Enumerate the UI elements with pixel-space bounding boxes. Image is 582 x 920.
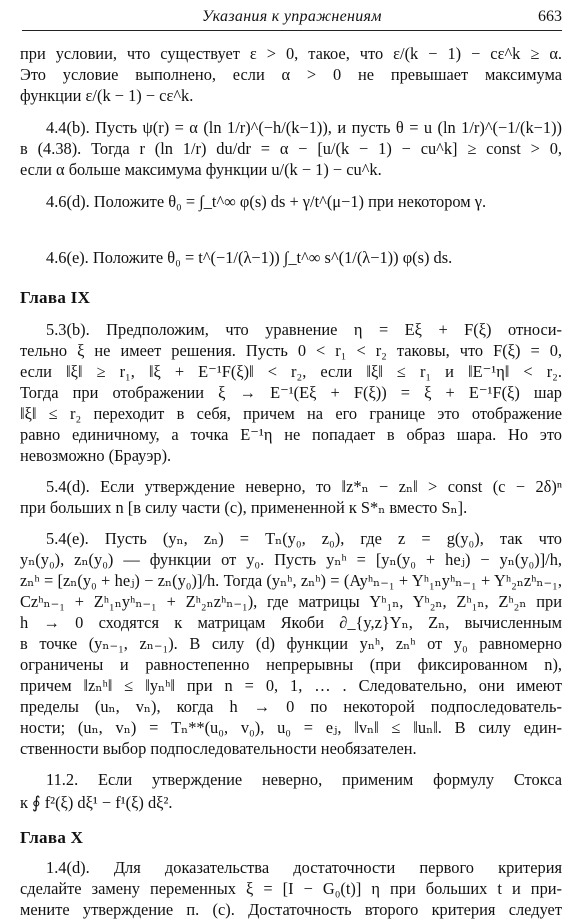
exercise-4-6d: 4.6(d). Положите θ₀ = ∫_t^∞ φ(s) ds + γ/t^(μ−1) при некотором γ.: [46, 192, 487, 211]
text-line: в (4.38). Тогда r (ln 1/r) du/dr = α − [u/(k − 1) − cu^k] ≥ const > 0,: [20, 139, 562, 158]
text-line: Czʰₙ₋₁ + Zʰ₁ₙyʰₙ₋₁ + Zʰ₂ₙzʰₙ₋₁), где матрицы Yʰ₁ₙ, Yʰ₂ₙ, Zʰ₁ₙ, Zʰ₂ₙ при: [20, 592, 562, 611]
text-line: пределы (uₙ, vₙ), когда h → 0 по некоторой подпоследователь-: [20, 697, 562, 716]
exercise-5-4e: 5.4(e). Пусть (yₙ, zₙ) = Tₙ(y₀, z₀), где z = g(y₀), так что: [46, 529, 562, 548]
text-line: функции ε/(k − 1) − cε^k.: [20, 86, 194, 105]
text-line: ‖ξ‖ ≤ r₂ переходит в себя, причем на его границе это отображение: [20, 404, 562, 423]
text-line: при больших n [в силу части (c), примененной к S*ₙ вместо Sₙ].: [20, 498, 468, 517]
text-line: ственности выбор подпоследовательности необязателен.: [20, 739, 417, 758]
text-line: Это условие выполнено, если α > 0 не превышает максимума: [20, 65, 562, 84]
exercise-4-6e: 4.6(e). Положите θ₀ = t^(−1/(λ−1)) ∫_t^∞ s^(1/(λ−1)) φ(s) ds.: [46, 248, 453, 267]
text-line: Тогда при отображении ξ → E⁻¹(Eξ + F(ξ)) = ξ + E⁻¹F(ξ) шар: [20, 383, 562, 402]
text-line: yₙ(y₀), zₙ(y₀) — функции от y₀. Пусть yₙʰ = [yₙ(y₀ + heⱼ) − yₙ(y₀)]/h,: [20, 550, 562, 569]
text-line: к ∮ f²(ξ) dξ¹ − f¹(ξ) dξ².: [20, 793, 173, 812]
text-line: сделайте замену переменных ξ = [I − G₀(t)] η при больших t и при-: [20, 879, 562, 898]
text-line: ности; (uₙ, vₙ) = Tₙ**(u₀, v₀), u₀ = eⱼ, ‖vₙ‖ ≤ ‖uₙ‖. В силу един-: [20, 718, 562, 737]
page-number: 663: [538, 8, 562, 25]
header-rule: [22, 30, 562, 31]
running-header: [22, 6, 562, 30]
text-line: невозможно (Брауэр).: [20, 446, 172, 465]
text-line: причем ‖zₙʰ‖ ≤ ‖yₙʰ‖ при n = 0, 1, … . Следовательно, они имеют: [20, 676, 562, 695]
exercise-5-3b: 5.3(b). Предположим, что уравнение η = Eξ + F(ξ) относи-: [46, 320, 562, 339]
chapter-heading-ix: Глава IX: [20, 288, 91, 307]
text-line: в точке (yₙ₋₁, zₙ₋₁). В силу (d) функции yₙʰ, zₙʰ от y₀ равномерно: [20, 634, 562, 653]
exercise-11-2: 11.2. Если утверждение неверно, применим формулу Стокса: [46, 770, 562, 789]
text-line: при условии, что существует ε > 0, такое, что ε/(k − 1) − cε^k ≥ α.: [20, 44, 562, 63]
text-line: если α больше максимума функции u/(k − 1) − cu^k.: [20, 160, 382, 179]
exercise-4-4b: 4.4(b). Пусть ψ(r) = α (ln 1/r)^(−h/(k−1)), и пусть θ = u (ln 1/r)^(−1/(k−1)): [46, 118, 562, 137]
text-line: h → 0 сходятся к матрицам Якоби ∂_{y,z}Yₙ, Zₙ, вычисленным: [20, 613, 562, 632]
running-title: Указания к упражнениям: [202, 8, 382, 25]
exercise-5-4d: 5.4(d). Если утверждение неверно, то ‖z*ₙ − zₙ‖ > const (c − 2δ)ⁿ: [46, 477, 562, 496]
text-line: равно единичному, а точка E⁻¹η не попадает в образ шара. Но это: [20, 425, 562, 444]
text-line: тельно ξ не имеет решения. Пусть 0 < r₁ < r₂ таковы, что F(ξ) = 0,: [20, 341, 562, 360]
chapter-heading-x: Глава X: [20, 828, 84, 847]
text-line: если ‖ξ‖ ≥ r₁, ‖ξ + E⁻¹F(ξ)‖ < r₂, если ‖ξ‖ ≤ r₁ и ‖E⁻¹η‖ < r₂.: [20, 362, 562, 381]
text-line: zₙʰ = [zₙ(y₀ + heⱼ) − zₙ(y₀)]/h. Тогда (yₙʰ, zₙʰ) = (Ayʰₙ₋₁ + Yʰ₁ₙyʰₙ₋₁ + Yʰ₂ₙzʰₙ₋₁,: [20, 571, 562, 590]
text-line: мените утверждение п. (c). Достаточность второго критерия следует: [20, 900, 562, 919]
text-line: ограничены и равностепенно непрерывны (при фиксированном n),: [20, 655, 562, 674]
exercise-1-4d: 1.4(d). Для доказательства достаточности первого критерия: [46, 858, 562, 877]
